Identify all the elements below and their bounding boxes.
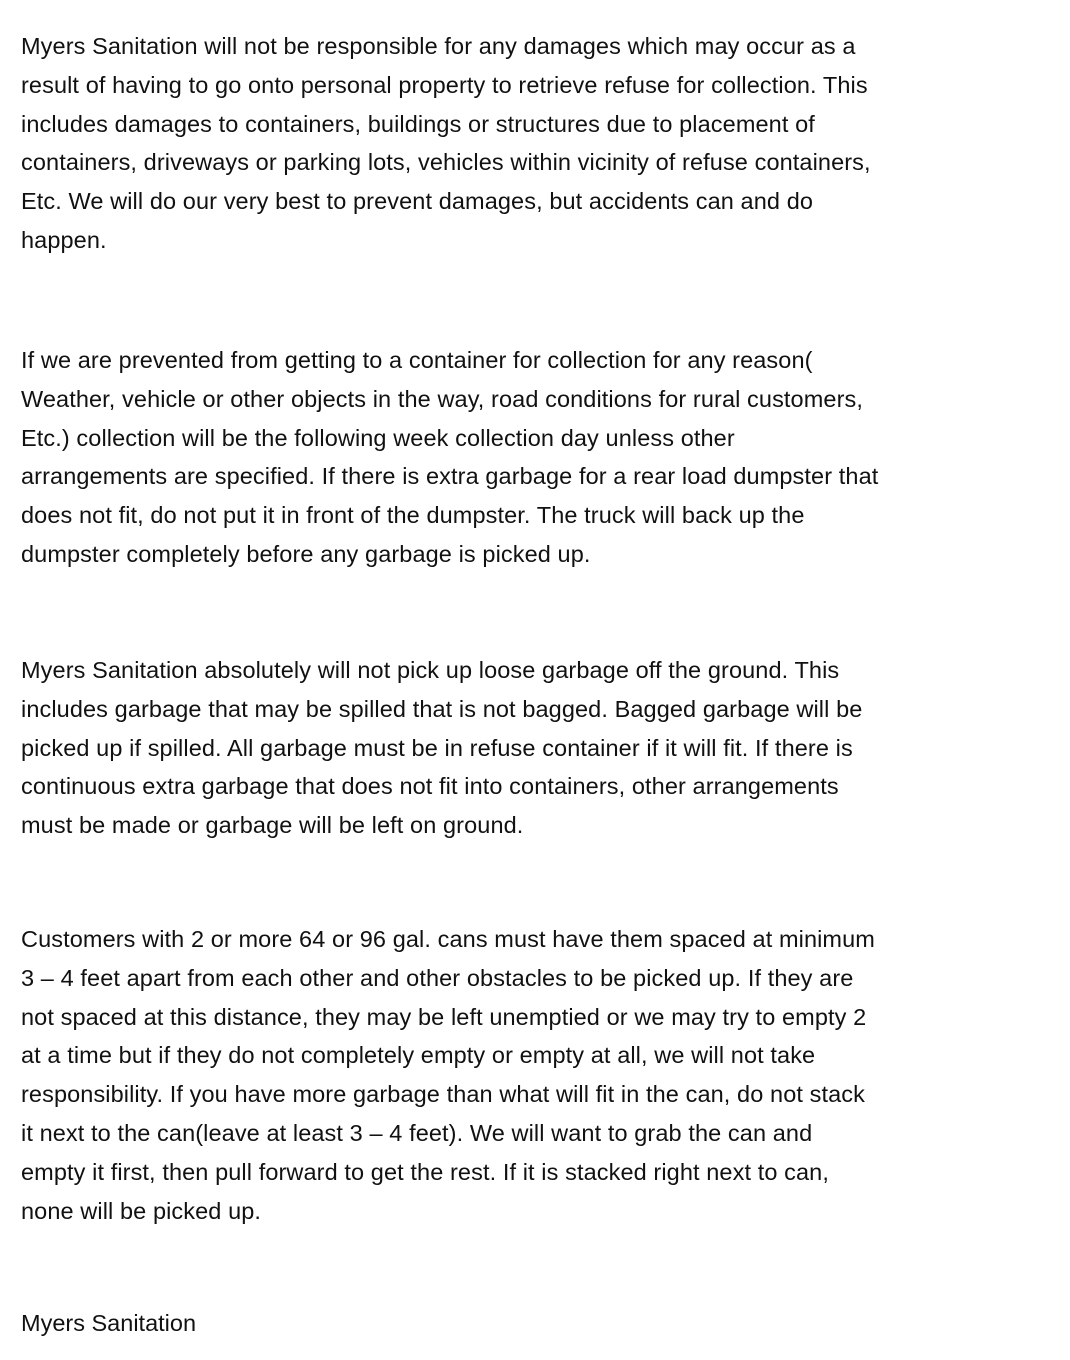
paragraph-collection-access: If we are prevented from getting to a container for collection for any reason( Weather, vehicle or other objects in the way, road conditions for rural customers, Etc.) collection will be the following week collection day unless other arrangements are specified. If there is extra garbage for a rear load dumpster that does not fit, do not put it in front of the dumpster. The truck will back up the dumpster completely before any garbage is picked up.	[21, 347, 879, 567]
paragraph-loose-garbage: Myers Sanitation absolutely will not pick up loose garbage off the ground. This includes garbage that may be spilled that is not bagged. Bagged garbage will be picked up if spilled. All garbage must be in refuse container if it will fit. If there is continuous extra garbage that does not fit into containers, other arrangements must be made or garbage will be left on ground.	[21, 657, 863, 839]
signature: Myers Sanitation	[21, 1310, 197, 1336]
paragraph-can-spacing: Customers with 2 or more 64 or 96 gal. cans must have them spaced at minimum 3 – 4 feet apart from each other and other obstacles to be picked up. If they are not spaced at this distance, they may be left unemptied or we may try to empty 2 at a time but if they do not completely empty or empty at all, we will not take responsibility. If you have more garbage than what will fit in the can, do not stack it next to the can(leave at least 3 – 4 feet). We will want to grab the can and empty it first, then pull forward to get the rest. If it is stacked right next to can, none will be picked up.	[21, 926, 875, 1224]
paragraph-damages-liability: Myers Sanitation will not be responsible for any damages which may occur as a result of having to go onto personal property to retrieve refuse for collection. This includes damages to containers, buildings or structures due to placement of containers, driveways or parking lots, vehicles within vicinity of refuse containers, Etc. We will do our very best to prevent damages, but accidents can and do happen.	[21, 33, 871, 253]
